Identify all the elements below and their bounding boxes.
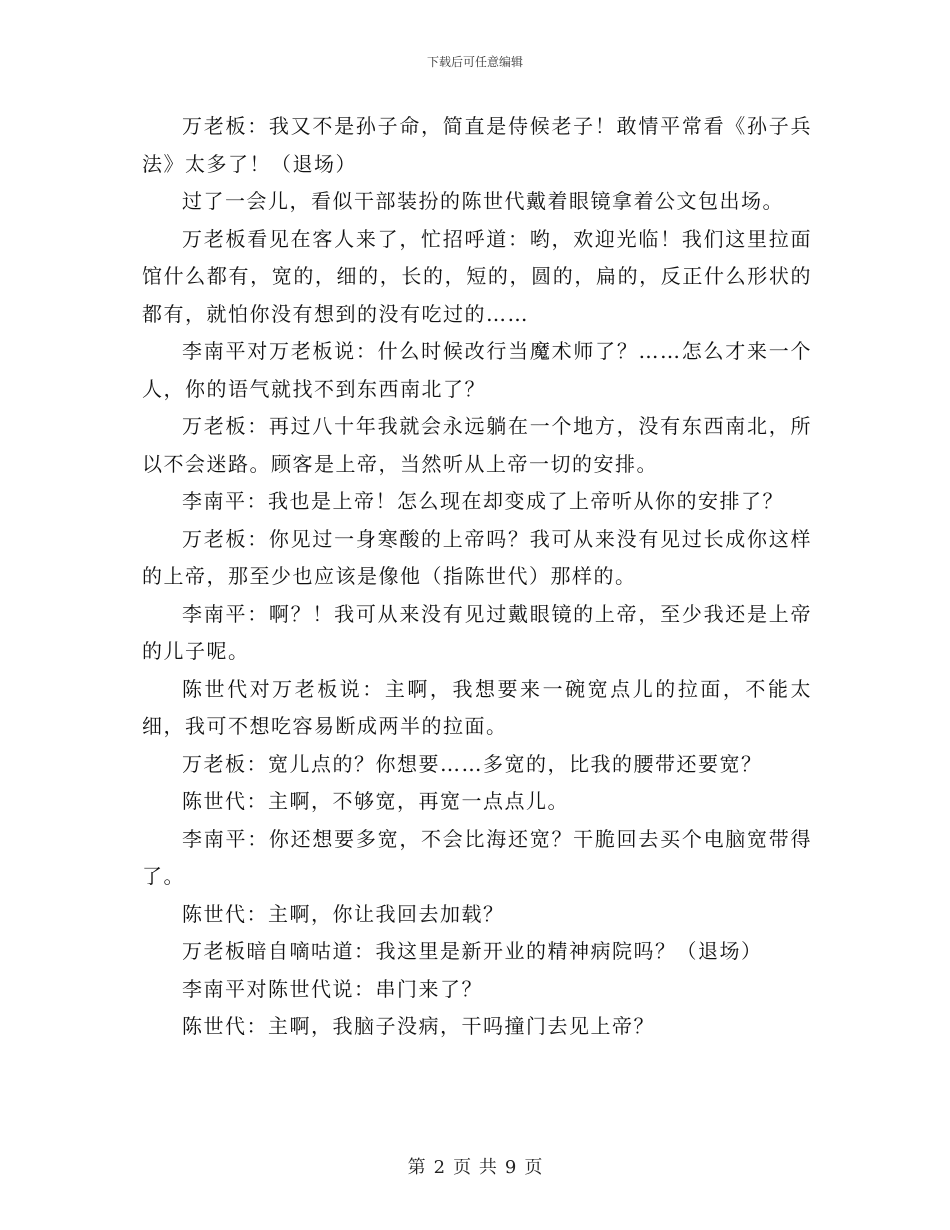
- page-suffix: 页: [524, 1157, 543, 1178]
- paragraph: 李南平对万老板说：什么时候改行当魔术师了？……怎么才来一个人，你的语气就找不到东西南北了？: [142, 339, 812, 401]
- paragraph: 万老板暗自嘀咕道：我这里是新开业的精神病院吗？（退场）: [182, 939, 763, 963]
- paragraph: 陈世代：主啊，我脑子没病，干吗撞门去见上帝？: [182, 1014, 655, 1038]
- paragraph: 李南平：你还想要多宽，不会比海还宽？干脆回去买个电脑宽带得了。: [142, 826, 812, 888]
- page-number: 2: [433, 1157, 446, 1178]
- paragraph: 万老板：宽儿点的？你想要……多宽的，比我的腰带还要宽？: [182, 751, 763, 776]
- total-pages: 9: [504, 1157, 517, 1178]
- paragraph: 万老板：你见过一身寒酸的上帝吗？我可从来没有见过长成你这样的上帝，那至少也应该是像他（指陈世代）那样的。: [142, 526, 812, 588]
- paragraph: 万老板看见在客人来了，忙招呼道：哟，欢迎光临！我们这里拉面馆什么都有，宽的，细的，长的，短的，圆的，扁的，反正什么形状的都有，就怕你没有想到的没有吃过的……: [142, 226, 812, 326]
- paragraph: 李南平对陈世代说：串门来了？: [182, 976, 483, 1001]
- page-prefix: 第: [407, 1157, 426, 1178]
- paragraph: 万老板：再过八十年我就会永远躺在一个地方，没有东西南北，所以不会迷路。顾客是上帝，当然听从上帝一切的安排。: [142, 414, 812, 476]
- document-body: [142, 108, 812, 1046]
- paragraph: 万老板：我又不是孙子命，简直是侍候老子！敢情平常看《孙子兵法》太多了！（退场）: [142, 114, 812, 176]
- page-middle: 页 共: [453, 1157, 497, 1178]
- paragraph: 李南平：啊？！我可从来没有见过戴眼镜的上帝，至少我还是上帝的儿子呢。: [142, 601, 812, 663]
- paragraph: 过了一会儿，看似干部装扮的陈世代戴着眼镜拿着公文包出场。: [182, 189, 784, 213]
- page-header: 下载后可任意编辑: [426, 55, 523, 69]
- paragraph: 陈世代：主啊，不够宽，再宽一点点儿。: [182, 789, 569, 813]
- paragraph: 陈世代对万老板说：主啊，我想要来一碗宽点儿的拉面，不能太细，我可不想吃容易断成两半的拉面。: [142, 676, 812, 738]
- paragraph: 李南平：我也是上帝！怎么现在却变成了上帝听从你的安排了？: [182, 489, 784, 513]
- paragraph: 陈世代：主啊，你让我回去加载？: [182, 901, 505, 926]
- page-footer: [0, 1153, 950, 1179]
